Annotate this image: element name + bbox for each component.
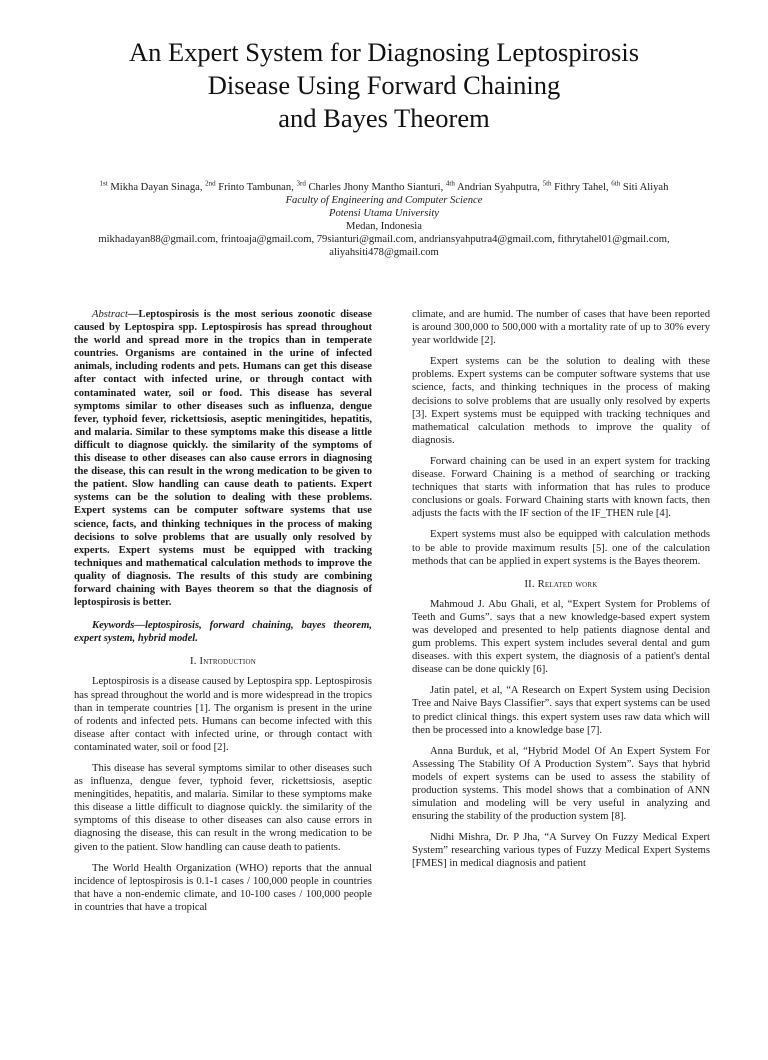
- paragraph: Expert systems can be the solution to dealing with these problems. Expert systems can be computer software systems that use science, facts, and thinking techniques in the process of making decisions to solve problems that are usually only resolved by experts [3]. Expert systems must be equipped with tracking techniques and mathematical calculation methods to improve the quality of diagnosis.: [412, 356, 710, 446]
- author-ordinal: 4th: [445, 179, 455, 188]
- author-ordinal: 1st: [99, 179, 108, 188]
- paragraph: This disease has several symptoms similar to other diseases such as influenza, dengue fever, typhoid fever, rickettsiosis, aseptic meningitides, hepatitis, and malaria. Similar to these symptoms make this disease a little difficult to diagnose quickly. the similarity of the symptoms of this disease to other diseases can also cause errors in diagnosing the disease, this can result in the wrong medication to be given to the patient. Slow handling can cause death to patients.: [74, 763, 372, 853]
- keywords-text: —leptospirosis, forward chaining, bayes theorem, expert system, hybrid model.: [74, 620, 372, 645]
- author-location: Medan, Indonesia: [346, 221, 422, 232]
- author-name: Fithry Tahel: [554, 182, 606, 193]
- author-names: $^{1st}$ Mikha Dayan Sinaga, $^{2nd}$ Frinto Tambunan, $^{3rd}$ Charles Jhony Mantho Sianturi, $^{4th}$ Andrian Syahputra, $^{5th}$ Fithry Tahel, $^{6th}$ Siti Aliyah: [99, 179, 669, 193]
- abstract: [74, 308, 372, 609]
- body-columns: [74, 308, 710, 922]
- author-ordinal: 3rd: [296, 179, 306, 188]
- abstract-label: Abstract: [92, 309, 128, 320]
- author-ordinal: 5th: [542, 179, 552, 188]
- paragraph: Anna Burduk, et al, “Hybrid Model Of An Expert System For Assessing The Stability Of A Production System”. Says that hybrid models of expert systems can be used to assess the stability of production systems. This model shows that a combination of ANN simulation and modeling will be very useful in analyzing and ensuring the stability of the production system [8].: [412, 745, 710, 823]
- author-faculty: Faculty of Engineering and Computer Science: [285, 195, 483, 206]
- paragraph: Jatin patel, et al, “A Research on Expert System using Decision Tree and Naive Bays Classifier”. says that expert systems can be used to predict clinical things. this expert system uses raw data which will then be processed into a knowledge base [7].: [412, 685, 710, 736]
- author-ordinal: 6th: [611, 179, 621, 188]
- paragraph: Forward chaining can be used in an expert system for tracking disease. Forward Chaining is a method of searching or tracking techniques that starts with information that has rules to produce conclusions or goals. Forward Chaining starts with known facts, then adjusts the facts with the IF section of the IF_THEN rule [4].: [412, 455, 710, 520]
- section-heading-related-work: II. Related work: [524, 578, 598, 590]
- paragraph: Mahmoud J. Abu Ghali, et al, “Expert System for Problems of Teeth and Gums”. says that a new knowledge-based expert system was developed and presented to help patients diagnose dental and gum problems. This expert system includes several dental and gum diseases. with this expert system, the diagnosis of a patient's dental disease can be done quickly [6].: [412, 598, 710, 676]
- paragraph: The World Health Organization (WHO) reports that the annual incidence of leptospirosis is 0.1-1 cases / 100,000 people in countries that have a non-endemic climate, and 10-100 cases / 100,000 people in countries that have a tropical: [74, 862, 372, 913]
- paper-page: [0, 36, 768, 1060]
- author-block: [58, 181, 710, 259]
- paragraph: Expert systems must also be equipped with calculation methods to be able to provide maximum results [5]. one of the calculation methods that can be applied in expert systems is the Bayes theorem.: [412, 529, 710, 567]
- author-emails-line-1: mikhadayan88@gmail.com, frintoaja@gmail.com, 79sianturi@gmail.com, andriansyahputra4@gmail.com, fithrytahel01@gmail.com,: [98, 234, 670, 245]
- title-line-3: and Bayes Theorem: [278, 103, 490, 133]
- author-university: Potensi Utama University: [328, 208, 440, 219]
- title-line-1: An Expert System for Diagnosing Leptospirosis: [128, 37, 640, 67]
- author-name: Charles Jhony Mantho Sianturi: [308, 182, 441, 193]
- keywords: [74, 619, 372, 645]
- title-line-2: Disease Using Forward Chaining: [207, 70, 561, 100]
- author-name: Siti Aliyah: [622, 182, 669, 193]
- section-heading-introduction: I. Introduction: [190, 656, 256, 668]
- author-name: Andrian Syahputra: [456, 182, 538, 193]
- right-column: [412, 308, 710, 922]
- paragraph: Nidhi Mishra, Dr. P Jha, “A Survey On Fuzzy Medical Expert System” researching various types of Fuzzy Medical Expert Systems [FMES] in medical diagnosis and patient: [412, 832, 710, 870]
- paper-title: [58, 36, 710, 135]
- author-name: Frinto Tambunan: [218, 182, 292, 193]
- author-name: Mikha Dayan Sinaga: [110, 182, 200, 193]
- keywords-label: Keywords: [92, 620, 135, 632]
- left-column: [74, 308, 372, 922]
- abstract-text: —Leptospirosis is the most serious zoonotic disease caused by Leptospira spp. Leptospirosis has spread throughout the world and spread more in the tropics than in temperate countries. Organisms are contained in the urine of infected animals, including rodents and pets. Humans can get this disease after contact with infected urine, or through contact with contaminated water, soil or food. This disease has several symptoms similar to other diseases such as influenza, dengue fever, typhoid fever, rickettsiosis, aseptic meningitides, hepatitis, and malaria. Similar to these symptoms make this disease a little difficult to diagnose quickly. the similarity of the symptoms of this disease to other diseases can also cause errors in diagnosing the disease, this can result in the wrong medication to be given to the patient. Slow handling can cause death to patients. Expert systems can be the solution to dealing with these problems. Expert systems can be computer software systems that use science, facts, and thinking techniques in the process of making decisions to solve problems that are usually only resolved by experts. Expert systems must be equipped with tracking techniques and mathematical calculation methods to improve the quality of diagnosis. The results of this study are combining forward chaining with Bayes theorem so that the diagnosis of leptospirosis is better.: [74, 309, 372, 609]
- paragraph: climate, and are humid. The number of cases that have been reported is around 300,000 to 500,000 with a mortality rate of up to 30% every year worldwide [2].: [412, 309, 710, 347]
- author-emails-line-2: aliyahsiti478@gmail.com: [329, 247, 439, 258]
- paragraph: Leptospirosis is a disease caused by Leptospira spp. Leptospirosis has spread throughout the world and is more widespread in the tropics than in temperate countries [1]. The organism is present in the urine of rodents and infected pets. Humans can become infected with this disease after contact with infected urine, or through contact with contaminated water, soil or food [2].: [74, 676, 372, 753]
- author-ordinal: 2nd: [205, 179, 216, 188]
